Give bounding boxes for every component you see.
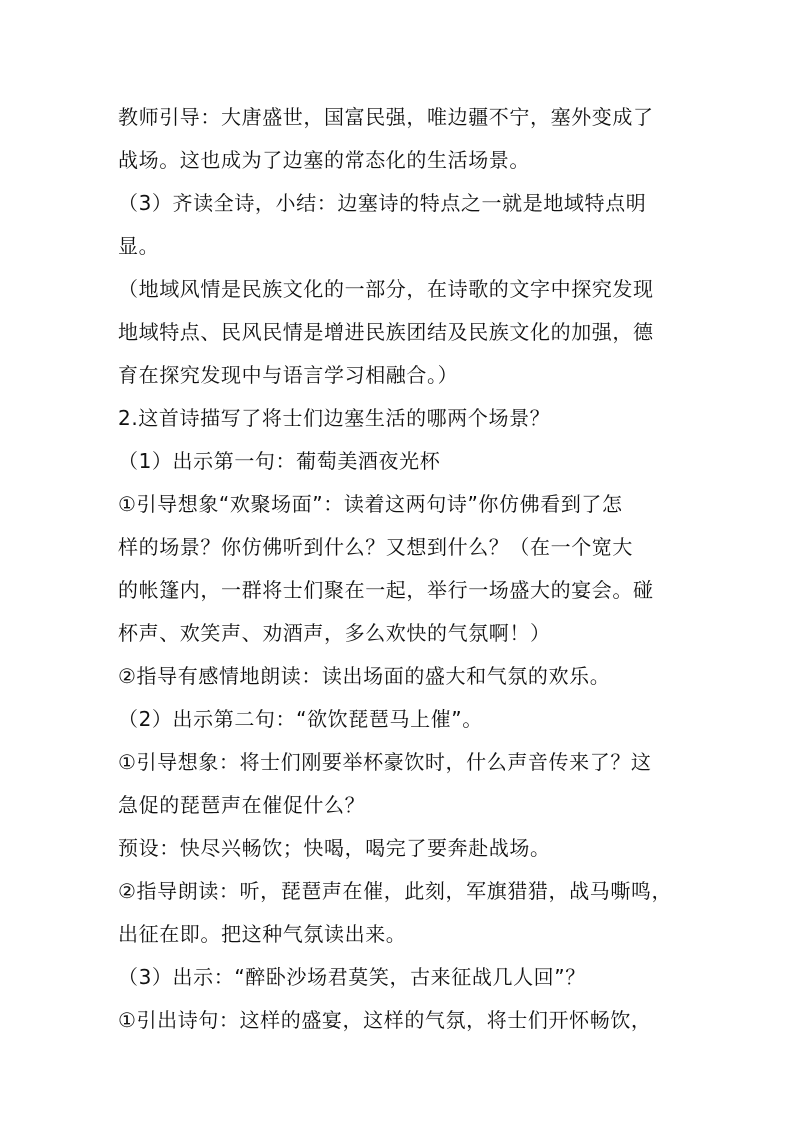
text-line-8: 2.这首诗描写了将士们边塞生活的哪两个场景？ [118,406,551,430]
text-line-15: （2）出示第二句：“欲饮琵琶马上催”。 [118,707,483,731]
text-line-14: ②指导有感情地朗读：读出场面的盛大和气氛的欢乐。 [118,664,611,688]
text-line-13: 杯声、欢笑声、劝酒声，多么欢快的气氛啊！） [118,621,551,645]
text-line-7: 育在探究发现中与语言学习相融合。） [118,363,459,387]
text-line-6: 地域特点、民风民情是增进民族团结及民族文化的加强，德 [118,320,654,344]
text-line-5: （地域风情是民族文化的一部分，在诗歌的文字中探究发现 [118,277,654,301]
text-line-17: 急促的琵琶声在催促什么？ [118,793,366,817]
text-line-12: 的帐篷内，一群将士们聚在一起，举行一场盛大的宴会。碰 [118,578,654,602]
text-line-16: ①引导想象：将士们刚要举杯豪饮时，什么声音传来了？这 [118,750,652,774]
text-line-20: 出征在即。把这种气氛读出来。 [118,922,407,946]
text-line-22: ①引出诗句：这样的盛宴，这样的气氛，将士们开怀畅饮， [118,1008,652,1032]
text-line-11: 样的场景？你仿佛听到什么？又想到什么？（在一个宽大 [118,535,633,559]
text-line-9: （1）出示第一句：葡萄美酒夜光杯 [118,449,441,473]
text-line-3: （3）齐读全诗，小结：边塞诗的特点之一就是地域特点明 [118,191,647,215]
text-line-2: 战场。这也成为了边塞的常态化的生活场景。 [118,148,530,172]
text-line-21: （3）出示：“醉卧沙场君莫笑，古来征战几人回”？ [118,965,586,989]
text-line-4: 显。 [118,234,160,258]
text-line-10: ①引导想象“欢聚场面”：读着这两句诗”你仿佛看到了怎 [118,492,623,516]
text-line-18: 预设：快尽兴畅饮；快喝，喝完了要奔赴战场。 [118,836,551,860]
text-line-1: 教师引导：大唐盛世，国富民强，唯边疆不宁，塞外变成了 [118,105,654,129]
text-line-19: ②指导朗读：听，琵琶声在催，此刻，军旗猎猎，战马嘶鸣， [118,879,673,903]
